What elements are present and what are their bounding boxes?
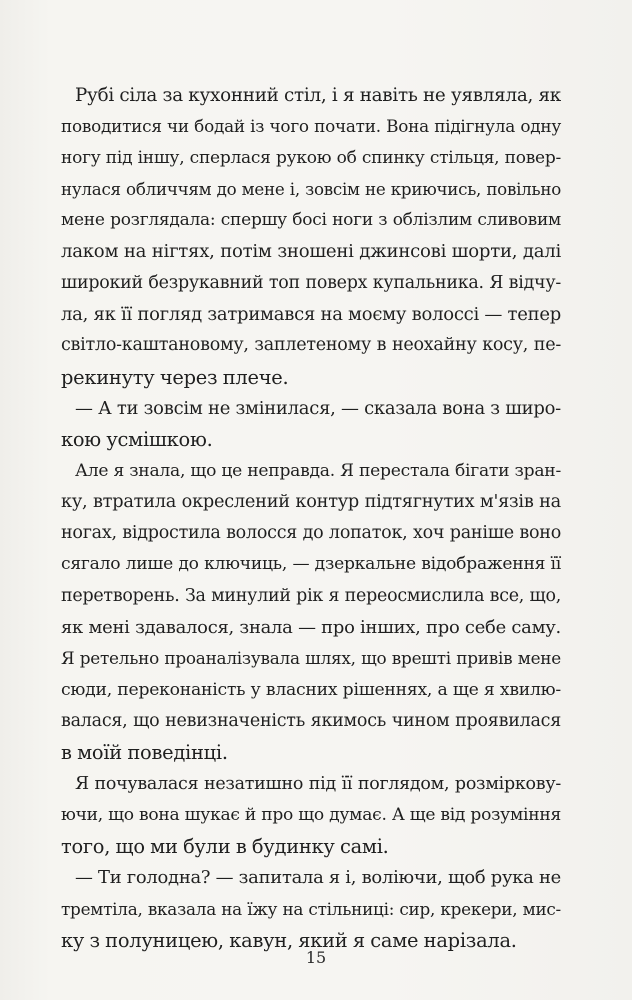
- text-line: Рубі сіла за кухонний стіл, і я навіть не уявляла, як: [75, 85, 561, 106]
- text-line: кою усмішкою.: [61, 428, 213, 452]
- text-line: — А ти зовсім не змінилася, — сказала вона з широ-: [75, 397, 561, 419]
- text-line: сягало лише до ключиць, — дзеркальне відображення її: [61, 554, 561, 575]
- paragraph: [61, 393, 561, 456]
- text-line: лаком на нігтях, потім зношені джинсові шорти, далі: [61, 241, 561, 263]
- paragraph: [61, 456, 561, 769]
- text-line: тремтіла, вказала на їжу на стільниці: сир, крекери, мис-: [61, 898, 561, 919]
- text-line: валася, що невизначеність якимось чином проявилася: [61, 710, 561, 731]
- text-line: широкий безрукавний топ поверх купальника. Я відчу-: [61, 272, 561, 293]
- text-line: того, що ми були в будинку самі.: [61, 835, 389, 859]
- paragraph: [61, 862, 561, 956]
- paragraph: [61, 769, 561, 863]
- text-line: нулася обличчям до мене і, зовсім не криючись, повільно: [61, 179, 561, 199]
- text-line: в моїй поведінці.: [61, 741, 228, 765]
- text-line: ку, втратила окреслений контур підтягнутих м'язів на: [61, 491, 561, 512]
- text-line: ку з полуницею, кавун, який я саме нарізала.: [61, 929, 517, 953]
- text-line: ла, як її погляд затримався на моєму волоссі — тепер: [61, 304, 561, 326]
- text-line: ногу під іншу, сперлася рукою об спинку стільця, повер-: [61, 147, 561, 168]
- text-line: світло-каштановому, заплетеному в неохайну косу, пе-: [61, 335, 561, 356]
- text-line: Але я знала, що це неправда. Я перестала бігати зран-: [75, 460, 561, 481]
- text-line: сюди, переконаність у власних рішеннях, а ще я хвилю-: [61, 679, 561, 700]
- text-line: поводитися чи бодай із чого почати. Вона підігнула одну: [61, 116, 561, 137]
- text-line: перетворень. За минулий рік я переосмислила все, що,: [61, 585, 561, 606]
- text-line: як мені здавалося, знала — про інших, про себе саму.: [61, 617, 561, 639]
- body-text: [61, 80, 561, 956]
- text-line: ногах, відростила волосся до лопаток, хоч раніше воно: [61, 523, 561, 544]
- text-line: мене розглядала: спершу босі ноги з облізлим сливовим: [61, 210, 561, 231]
- page-number: 15: [305, 948, 327, 967]
- text-line: Я почувалася незатишно під її поглядом, розміркову-: [75, 773, 561, 794]
- text-line: Я ретельно проаналізувала шлях, що врешті привів мене: [61, 648, 561, 669]
- text-line: — Ти голодна? — запитала я і, воліючи, щоб рука не: [75, 867, 561, 889]
- paragraph: [61, 80, 561, 393]
- text-line: рекинуту через плече.: [61, 365, 289, 389]
- text-line: ючи, що вона шукає й про що думає. А ще від розуміння: [61, 804, 561, 825]
